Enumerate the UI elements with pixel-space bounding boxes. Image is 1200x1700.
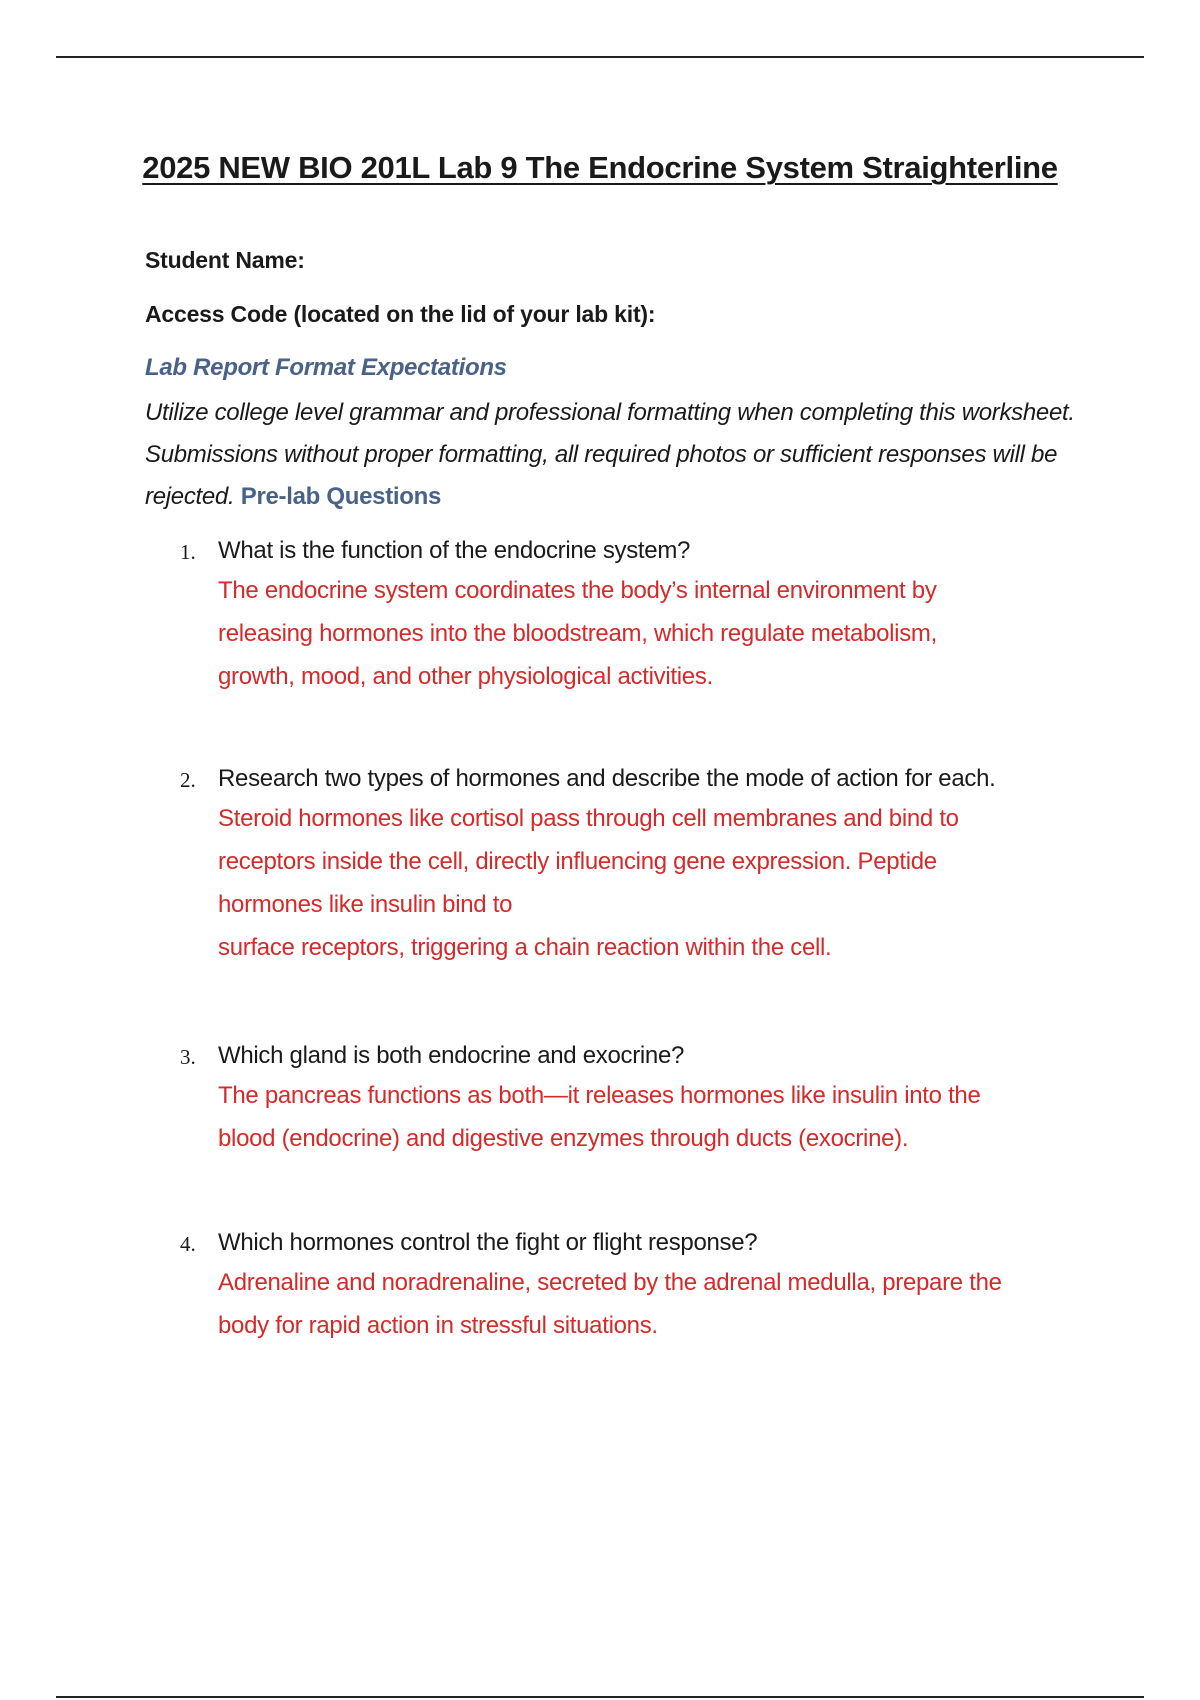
- question-text: Which hormones control the fight or flight response?: [218, 1229, 758, 1256]
- question-number: 2.: [180, 768, 196, 792]
- student-name-label: Student Name:: [145, 247, 305, 273]
- answer-text: [218, 797, 1118, 969]
- answer-text: [218, 569, 1118, 698]
- answer-text: [218, 1261, 1118, 1347]
- answer-line: releasing hormones into the bloodstream, which regulate metabolism,: [218, 620, 937, 647]
- prelab-questions-heading: Pre-lab Questions: [240, 483, 442, 510]
- intro-text: Utilize college level grammar and professional formatting when completing this worksheet. Submissions without proper formatting, all required photos or sufficient responses will be rejected.: [145, 399, 1075, 510]
- answer-line: surface receptors, triggering a chain reaction within the cell.: [218, 934, 832, 961]
- question-number: 1.: [180, 540, 196, 564]
- bottom-rule: [56, 1696, 1144, 1698]
- answer-line: hormones like insulin bind to: [218, 891, 513, 918]
- question-number: 3.: [180, 1045, 196, 1069]
- question-text: Which gland is both endocrine and exocrine?: [218, 1042, 685, 1069]
- answer-text: [218, 1074, 1118, 1160]
- answer-line: blood (endocrine) and digestive enzymes through ducts (exocrine).: [218, 1125, 909, 1152]
- document-title: 2025 NEW BIO 201L Lab 9 The Endocrine System Straighterline: [142, 150, 1058, 185]
- question-text: What is the function of the endocrine system?: [218, 537, 691, 564]
- format-expectations-heading: Lab Report Format Expectations: [145, 354, 507, 381]
- answer-line: Adrenaline and noradrenaline, secreted by the adrenal medulla, prepare the: [218, 1269, 1002, 1296]
- answer-line: Steroid hormones like cortisol pass through cell membranes and bind to: [218, 805, 959, 832]
- answer-line: growth, mood, and other physiological activities.: [218, 663, 713, 690]
- answer-line: The endocrine system coordinates the body’s internal environment by: [218, 577, 937, 604]
- question-text: Research two types of hormones and describe the mode of action for each.: [218, 765, 996, 792]
- question-number: 4.: [180, 1232, 196, 1256]
- answer-line: body for rapid action in stressful situations.: [218, 1312, 658, 1339]
- answer-line: The pancreas functions as both—it releases hormones like insulin into the: [218, 1082, 981, 1109]
- answer-line: receptors inside the cell, directly influencing gene expression. Peptide: [218, 848, 937, 875]
- access-code-label: Access Code (located on the lid of your lab kit):: [145, 301, 656, 327]
- top-rule: [56, 56, 1144, 58]
- intro-paragraph: [145, 392, 1085, 518]
